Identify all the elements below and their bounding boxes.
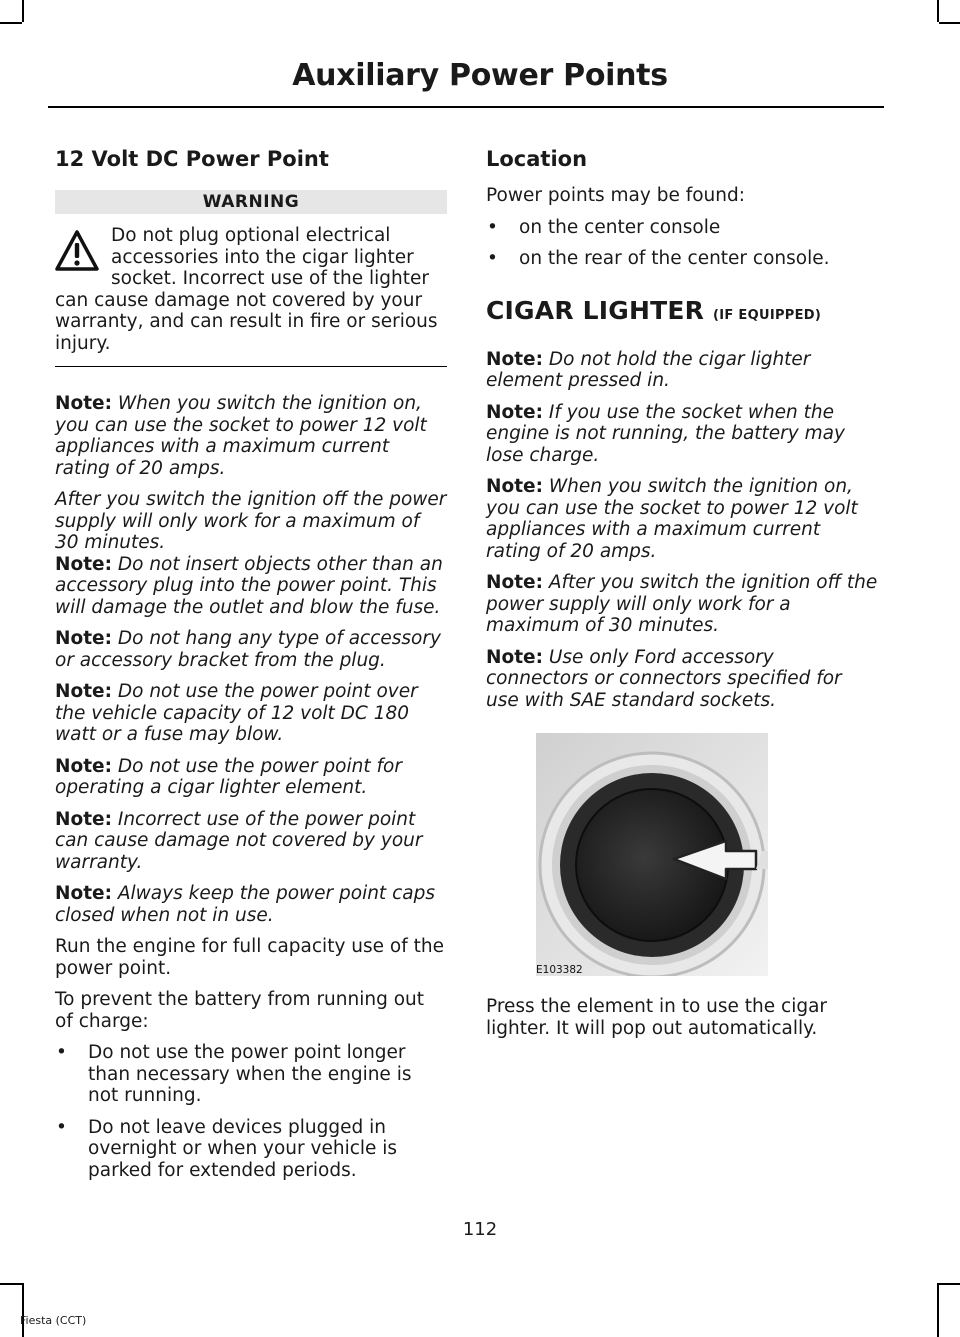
section-title-12v: 12 Volt DC Power Point [55,147,329,171]
page-number: 112 [462,1219,498,1240]
note-item: Note: When you switch the ignition on, you can use the socket to power 12 volt appliances with a maximum current rating of 20 amps. [486,476,858,562]
note-ignition-off: After you switch the ignition off the power supply will only work for a maximum of 30 minutes. [55,489,447,553]
right-column [486,145,880,1039]
press-instruction: Press the element in to use the cigar lighter. It will pop out automatically. [486,996,828,1039]
location-intro: Power points may be found: [486,185,745,206]
footer-model: Fiesta (CCT) [20,1314,87,1327]
note-item: Note: Do not use the power point over the vehicle capacity of 12 volt DC 180 watt or a fuse may blow. [55,681,418,745]
paragraph-prevent-battery: To prevent the battery from running out of charge: [55,989,425,1032]
crop-mark [937,0,939,22]
section-title-location: Location [486,147,588,171]
note-item: Note: Do not hang any type of accessory or accessory bracket from the plug. [55,628,441,671]
note-item: Note: If you use the socket when the engine is not running, the battery may lose charge. [486,401,845,466]
figure-code: E103382 [536,964,583,976]
warning-text: Do not plug optional electrical accessories into the cigar lighter socket. Incorrect use of the lighter can cause damage not covered by your warranty, and can result in fire or serious injury. [55,225,438,354]
left-column [55,145,447,1181]
crop-mark [939,1283,960,1285]
note-item: Note: Always keep the power point caps closed when not in use. [55,883,435,926]
note-item: Note: Do not use the power point for operating a cigar lighter element. [55,755,402,798]
bullet-item: • Do not leave devices plugged in overnight or when your vehicle is parked for extended periods. [55,1117,447,1182]
bullet-item: • on the center console [486,217,880,239]
crop-mark [22,0,24,22]
cigar-lighter-image [536,733,768,976]
bullet-item: • Do not use the power point longer than necessary when the engine is not running. [55,1042,447,1107]
crop-mark [0,1283,22,1285]
note-item: Note: Do not insert objects other than an accessory plug into the power point. This will damage the outlet and blow the fuse. [55,553,443,618]
note-item: Note: Do not hold the cigar lighter element pressed in. [486,348,811,391]
note-item: Note: Incorrect use of the power point can cause damage not covered by your warranty. [55,808,423,873]
cigar-lighter-illustration [536,733,768,976]
page-header-title: Auxiliary Power Points [292,58,668,93]
header-rule [48,106,884,108]
warning-label: WARNING [55,190,447,214]
crop-mark [937,1283,939,1337]
warning-triangle-icon [55,229,99,273]
paragraph-run-engine: Run the engine for full capacity use of the power point. [55,936,444,979]
crop-mark [0,22,22,24]
note-item: Note: Use only Ford accessory connectors or connectors specified for use with SAE standard sockets. [486,646,842,711]
crop-mark [939,22,960,24]
note-item: Note: After you switch the ignition off the power supply will only work for a maximum of 30 minutes. [486,572,878,636]
bullet-item: • on the rear of the center console. [486,248,880,270]
note-ignition-on: Note: When you switch the ignition on, you can use the socket to power 12 volt appliances with a maximum current rating of 20 amps. [55,393,427,479]
section-title-cigar-lighter: CIGAR LIGHTER (IF EQUIPPED) [486,295,822,325]
warning-box [55,225,447,354]
crop-mark [22,1283,24,1337]
